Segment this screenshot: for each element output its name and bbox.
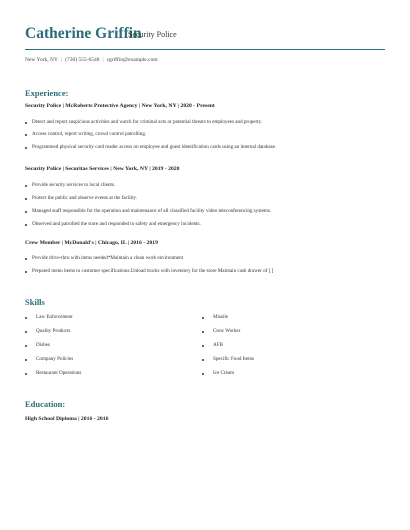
bullet-icon [202, 359, 204, 361]
job-heading: Crew Member | McDonald's | Chicago, IL | 2016 - 2019 [25, 240, 158, 246]
resume-page: Catherine Griffin Security Police New York, NY | (730) 555-6548 | cgriffin@example.com Experience: Security Police | McRoberts Protective Agency | New York, NY | 2020 - Present Detect and report suspicious activities and watch for criminal acts or potential threats to employees and property. Access control, report writing, crowd control patrolling. Programmed physical security card reader access on employee and guest identification cards using an internal database. Security Police | Securitas Services | New York, NY | 2019 - 2020 Provide security services to local clients. Protect the public and observe events at the facility. Managed staff responsible for the operation and maintenance of all classified facility video teleconferencing systems. Observed and patrolled the store and responded to safety and emergency incidents. Crew Member | McDonald's | Chicago, IL | 2016 - 2019 Provide drive-thru with items needed*Maintain a clean work environment Prepared menu items to customer specifications.Unload trucks with inventory for the store Maintain cash drawer of [ ] Skills Law Enforcement Quality Products Dishes Company Policies Restaurant Operations Missile Crew Worker AFB Specific Food Items Ice Cream Education: High School Diploma | 2016 - 2016 [0, 0, 410, 530]
bullet-icon [25, 147, 27, 149]
experience-heading: Experience: [25, 88, 69, 98]
header-divider [25, 49, 385, 50]
bullet-icon [202, 331, 204, 333]
bullet-icon [202, 373, 204, 375]
bullet-icon [25, 211, 27, 213]
bullet-icon [25, 373, 27, 375]
bullet-icon [202, 345, 204, 347]
education-heading: Education: [25, 399, 66, 409]
bullet-icon [25, 345, 27, 347]
contact-location: New York, NY [25, 57, 59, 63]
bullet-icon [25, 331, 27, 333]
contact-separator: | [61, 57, 63, 63]
bullet-icon [25, 317, 27, 319]
bullet-icon [202, 317, 204, 319]
bullet-icon [25, 271, 27, 273]
contact-line [25, 56, 158, 64]
candidate-role: Security Police [128, 30, 177, 39]
contact-email[interactable]: cgriffin@example.com [106, 57, 158, 63]
job-heading: Security Police | McRoberts Protective Agency | New York, NY | 2020 - Present [25, 103, 215, 109]
contact-separator: | [102, 57, 104, 63]
bullet-icon [25, 185, 27, 187]
job-heading: Security Police | Securitas Services | New York, NY | 2019 - 2020 [25, 166, 180, 172]
bullet-icon [25, 198, 27, 200]
candidate-name: Catherine Griffin [25, 25, 142, 42]
bullet-icon [25, 359, 27, 361]
skills-heading: Skills [25, 297, 45, 307]
bullet-icon [25, 258, 27, 260]
bullet-icon [25, 224, 27, 226]
bullet-icon [25, 122, 27, 124]
education-entry: High School Diploma | 2016 - 2016 [25, 416, 109, 422]
contact-phone: (730) 555-6548 [65, 57, 100, 63]
bullet-icon [25, 134, 27, 136]
